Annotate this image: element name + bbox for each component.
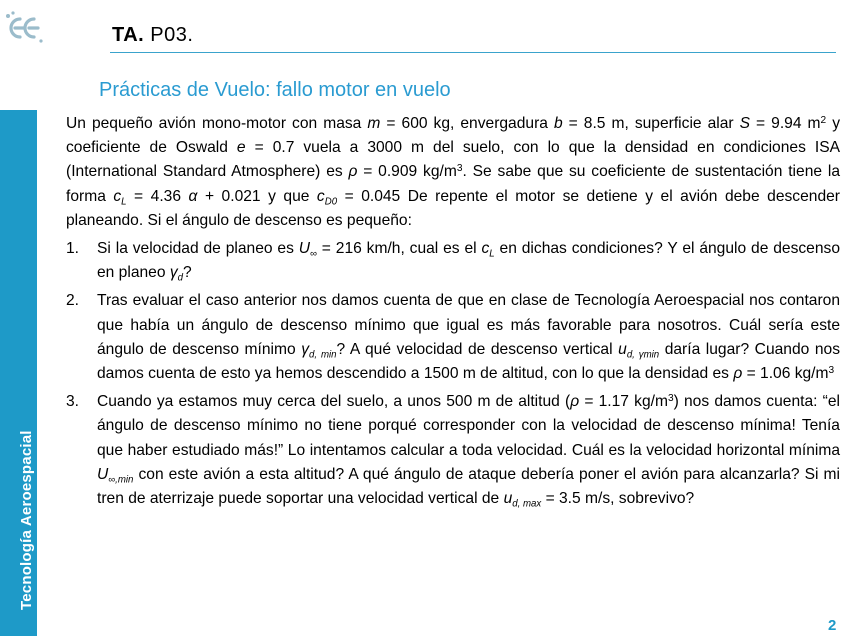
text: + 0.021 y que	[197, 187, 317, 205]
text: Un pequeño avión mono-motor con masa	[66, 115, 368, 132]
text: = 9.94 m	[750, 115, 821, 132]
text: = 4.36	[126, 187, 189, 205]
page-number: 2	[828, 617, 837, 634]
text: = 3.5 m/s, sobrevivo?	[541, 490, 695, 508]
text: y coeficiente de Oswald	[66, 115, 841, 157]
text: = 0.045 De repente el motor se detiene y el avión debe descender planeando. Si el ángulo de descenso es pequeño:	[66, 187, 840, 229]
subscript: L	[489, 248, 495, 260]
symbol: c	[316, 187, 325, 205]
question-3	[66, 390, 840, 511]
subscript: ∞	[310, 248, 317, 260]
slide-title: Prácticas de Vuelo: fallo motor en vuelo	[99, 79, 451, 101]
question-1	[66, 237, 840, 285]
question-number: 2.	[66, 292, 80, 310]
symbol: u	[503, 490, 513, 508]
problem-intro	[66, 112, 840, 233]
symbol: U	[97, 465, 109, 483]
subscript: ∞,min	[108, 474, 134, 486]
symbol: ρ	[733, 365, 743, 383]
symbol: U	[298, 240, 311, 258]
header-divider	[110, 52, 836, 53]
question-list	[66, 237, 840, 511]
question-number: 1.	[66, 240, 80, 258]
text: con este avión a esta altitud? A qué ángulo de ataque debería poner el avión para alcanzarla? Si mi tren de aterrizaje puede soportar una velocidad vertical de	[97, 465, 840, 508]
question-2	[66, 289, 840, 386]
text: . Se sabe que su coeficiente de sustentación tiene la forma	[66, 163, 840, 205]
header-code-number: P03.	[144, 24, 194, 46]
symbol: m	[367, 115, 381, 132]
symbol: γ	[301, 340, 310, 358]
text: = 600 kg, envergadura	[380, 115, 554, 132]
university-logo	[4, 8, 44, 48]
subscript: L	[121, 195, 127, 207]
symbol: u	[618, 340, 627, 358]
superscript: 3	[828, 364, 835, 376]
text: Si la velocidad de planeo es	[97, 240, 299, 258]
symbol: ρ	[570, 393, 580, 411]
text: ) nos damos cuenta: “el ángulo de descenso mínimo no tiene porqué corresponder con la velocidad de descenso mínima! Tenía que haber estudiado más!” Lo intentamos calcular a toda velocidad. Cuál es la velocidad horizontal mínima	[97, 393, 840, 459]
text: = 1.06 kg/m	[742, 365, 829, 383]
superscript: 3	[456, 163, 463, 175]
text: Tras evaluar el caso anterior nos damos cuenta de que en clase de Tecnología Aeroespacial nos contaron que había un ángulo de descenso mínimo que igual es más favorable para nosotros. Cuál sería este ángulo de descenso mínimo	[97, 292, 840, 358]
text: = 0.909 kg/m	[357, 163, 457, 181]
symbol: α	[188, 187, 198, 205]
text: ? A qué velocidad de descenso vertical	[336, 340, 619, 358]
subscript: d, max	[512, 498, 542, 510]
symbol: S	[739, 115, 751, 132]
subscript: d	[177, 272, 184, 284]
superscript: 3	[667, 393, 674, 405]
text: = 216 km/h, cual es el	[316, 240, 482, 258]
subscript: d, min	[309, 349, 337, 361]
symbol: c	[113, 187, 122, 205]
text: Cuando ya estamos muy cerca del suelo, a unos 500 m de altitud (	[97, 393, 571, 411]
superscript: 2	[820, 114, 827, 126]
symbol: γ	[169, 264, 178, 282]
text: = 1.17 kg/m	[579, 393, 668, 411]
text: ?	[183, 264, 192, 282]
question-number: 3.	[66, 393, 80, 411]
problem-statement	[66, 112, 840, 511]
text: daría lugar? Cuando nos damos cuenta de esto ya hemos descendido a 1500 m de altitud, con lo que la densidad es	[97, 340, 840, 383]
header-title	[112, 24, 193, 47]
text: = 8.5 m, superficie alar	[562, 115, 740, 132]
symbol: c	[481, 240, 490, 258]
subscript: D0	[324, 195, 338, 207]
text: en dichas condiciones? Y el ángulo de descenso en planeo	[97, 240, 840, 282]
header-code: TA.	[112, 24, 145, 46]
subscript: d, γmin	[626, 349, 660, 361]
text: = 0.7 vuela a 3000 m del suelo, con lo que la densidad en condiciones ISA (International Standard Atmosphere) es	[66, 139, 841, 181]
symbol: ρ	[348, 163, 358, 181]
sidebar-label: Tecnología Aeroespacial	[18, 430, 35, 610]
symbol: e	[236, 139, 246, 157]
symbol: b	[553, 115, 563, 132]
